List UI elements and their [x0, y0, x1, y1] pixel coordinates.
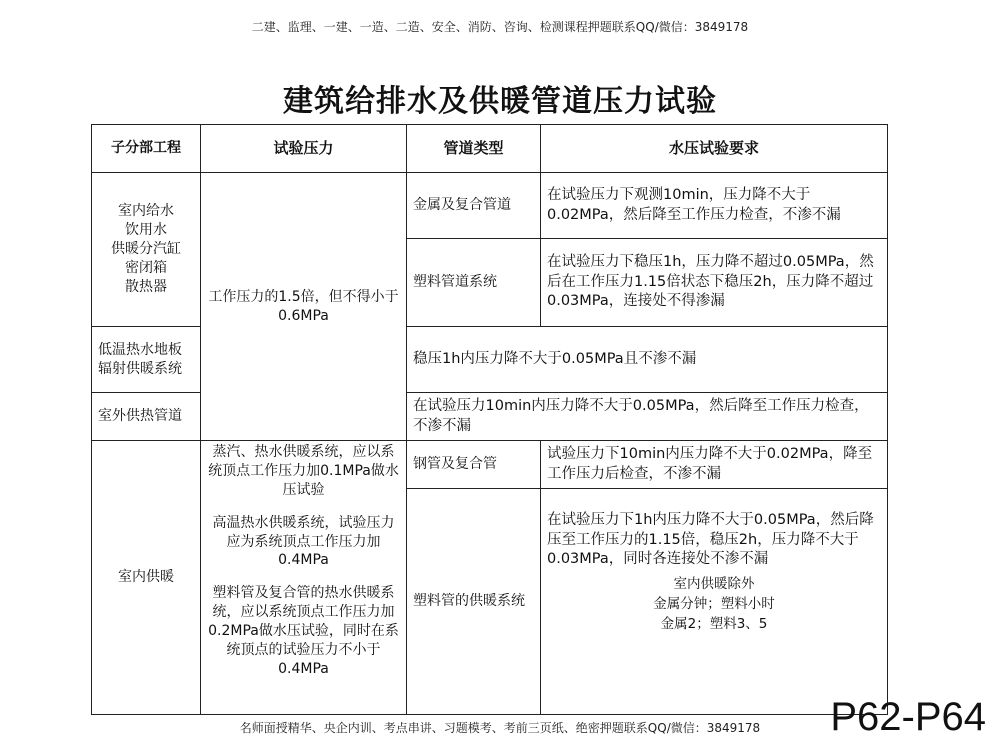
- pressure-paragraph: 塑料管及复合管的热水供暖系统，应以系统顶点工作压力加0.2MPa做水压试验，同时在系统顶点的试验压力不小于0.4MPa: [208, 585, 399, 677]
- pressure-paragraph: 蒸汽、热水供暖系统，应以系统顶点工作压力加0.1MPa做水压试验: [208, 444, 399, 498]
- subsection-indoor-heating: 室内供暖: [92, 441, 201, 715]
- watermark: ‌: [294, 233, 306, 240]
- subsection-indoor-water: 室内给水 饮用水 供暖分汽缸 密闭箱 散热器: [92, 173, 201, 327]
- pipe-type-cell: 钢管及复合管: [407, 441, 541, 489]
- note-line: 金属2；塑料3、5: [660, 616, 768, 633]
- table-row: [92, 173, 888, 239]
- footer-contact-line: 名师面授精华、央企内训、考点串讲、习题模考、考前三页纸、绝密押题联系QQ/微信：3849178: [150, 719, 850, 736]
- col-header-pipe-type: 管道类型: [407, 125, 541, 173]
- table-row: [92, 441, 888, 489]
- pressure-indoor-heating: [201, 441, 407, 715]
- pressure-paragraph: 高温热水供暖系统，试验压力应为系统顶点工作压力加0.4MPa: [212, 514, 395, 569]
- page-title: 建筑给排水及供暖管道压力试验: [283, 84, 717, 119]
- col-header-subsection: 子分部工程: [92, 125, 201, 173]
- requirement-cell: [541, 489, 888, 715]
- requirement-text: 在试验压力下1h内压力降不大于0.05MPa，然后降压至工作压力的1.15倍，稳压2h，压力降不大于0.03MPa，同时各连接处不渗不漏: [547, 512, 874, 568]
- pipe-type-cell: 金属及复合管道: [407, 173, 541, 239]
- handwritten-note: [547, 574, 881, 635]
- requirement-cell: 在试验压力下观测10min，压力降不大于0.02MPa，然后降至工作压力检查，不渗不漏: [541, 173, 888, 239]
- pipe-type-cell: 塑料管的供暖系统: [407, 489, 541, 715]
- pressure-indoor-water: 工作压力的1.5倍，但不得小于0.6MPa: [201, 173, 407, 441]
- subsection-floor-heating: 低温热水地板辐射供暖系统: [92, 327, 201, 393]
- subsection-outdoor-heating: 室外供热管道: [92, 393, 201, 441]
- col-header-requirement: 水压试验要求: [541, 125, 888, 173]
- requirement-cell: 在试验压力下稳压1h，压力降不超过0.05MPa，然后在工作压力1.15倍状态下稳压2h，压力降不超过0.03MPa，连接处不得渗漏: [541, 239, 888, 327]
- page-reference: P62-P64: [830, 695, 986, 739]
- table-header-row: [92, 125, 888, 173]
- pipe-type-cell: 塑料管道系统: [407, 239, 541, 327]
- requirement-cell: 在试验压力10min内压力降不大于0.05MPa，然后降至工作压力检查，不渗不漏: [407, 393, 888, 441]
- pressure-test-table: [91, 124, 888, 715]
- col-header-pressure: 试验压力: [201, 125, 407, 173]
- note-line: 室内供暖除外: [673, 575, 755, 592]
- requirement-cell: 试验压力下10min内压力降不大于0.02MPa，降至工作压力后检查，不渗不漏: [541, 441, 888, 489]
- note-line: 金属分钟；塑料小时: [653, 595, 775, 612]
- header-contact-line: 二建、监理、一建、一造、二造、安全、消防、咨询、检测课程押题联系QQ/微信：3849178: [251, 20, 749, 34]
- requirement-cell: 稳压1h内压力降不大于0.05MPa且不渗不漏: [407, 327, 888, 393]
